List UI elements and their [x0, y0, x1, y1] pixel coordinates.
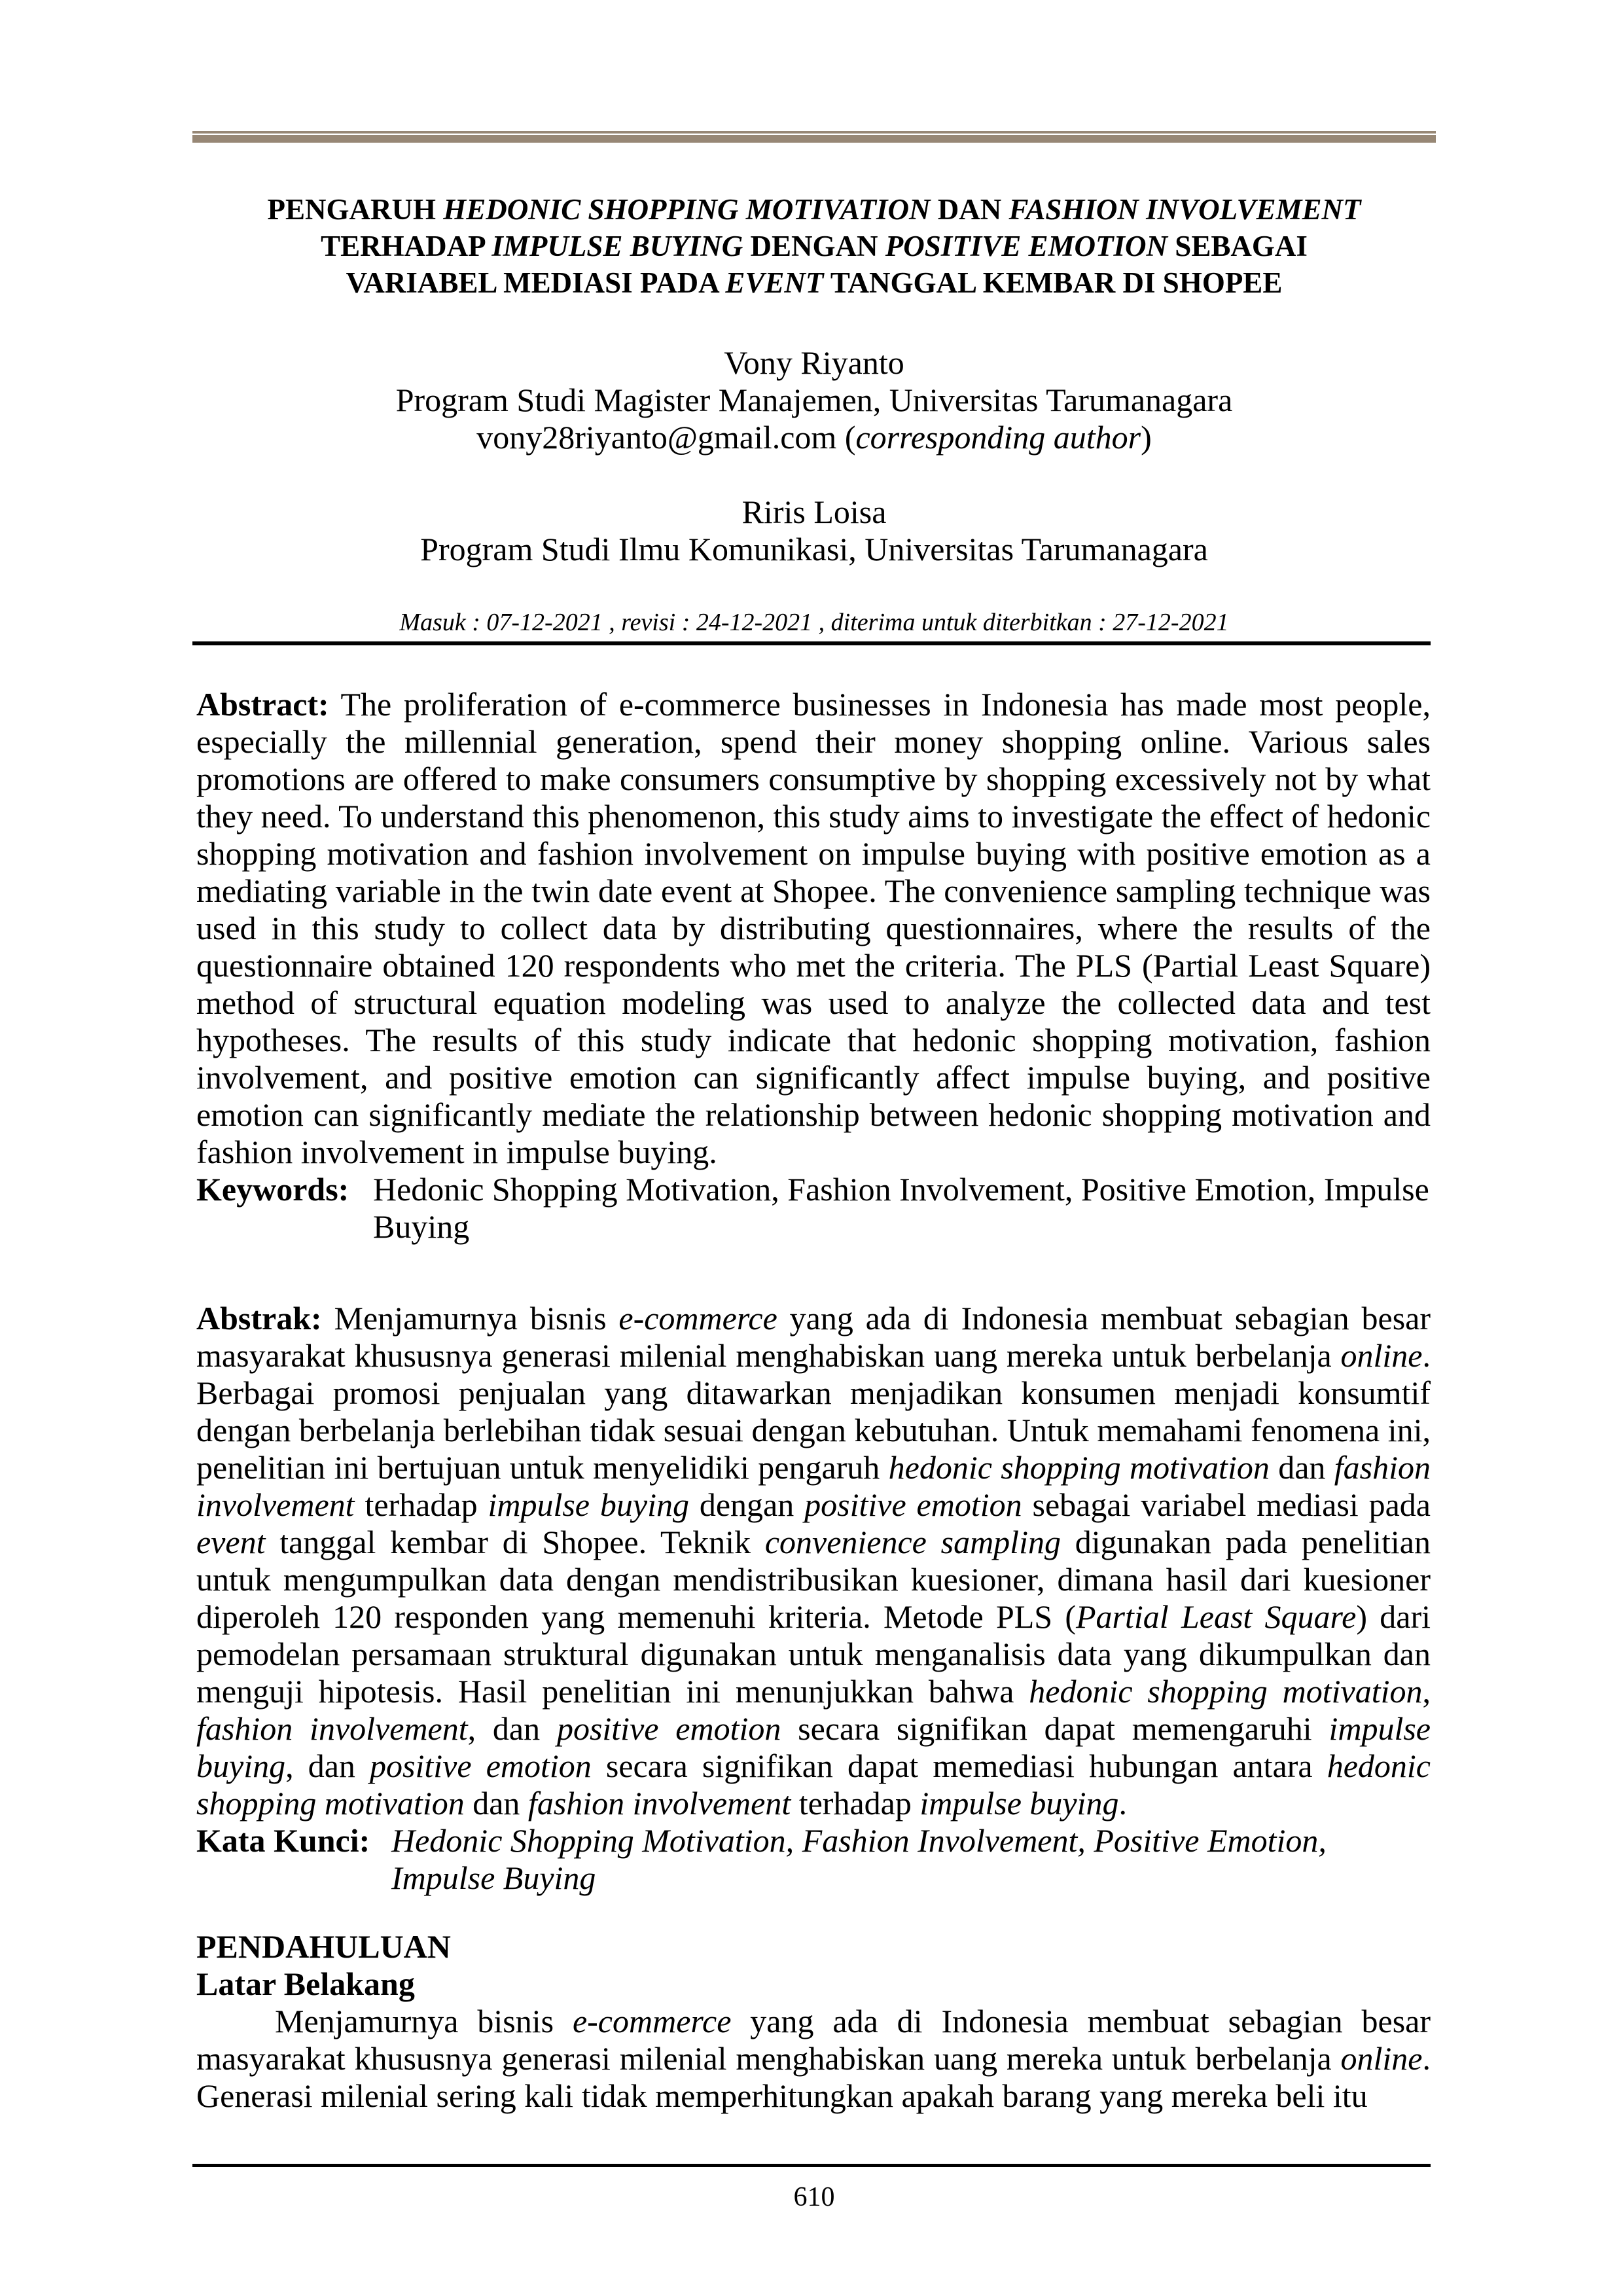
- italic-term: positive emotion: [556, 1710, 781, 1747]
- paper-title: [192, 191, 1436, 301]
- subsection-heading: Latar Belakang: [196, 1965, 415, 2002]
- submission-dates: Masuk : 07-12-2021 , revisi : 24-12-2021 , diterima untuk diterbitkan : 27-12-2021: [399, 609, 1229, 636]
- footer-rule: [192, 2164, 1431, 2167]
- italic-term: online: [1340, 2040, 1423, 2077]
- text-run: secara signifikan dapat memengaruhi: [781, 1710, 1329, 1747]
- text-run: , dan: [467, 1710, 557, 1747]
- text-run: yang ada di Indonesia membuat sebagian besar masyarakat khususnya generasi milenial menghabiskan uang mereka untuk berbelanja: [196, 2003, 1431, 2077]
- section-heading: PENDAHULUAN: [196, 1928, 451, 1965]
- text-run: TERHADAP: [321, 230, 492, 262]
- italic-term: HEDONIC SHOPPING MOTIVATION: [443, 193, 931, 226]
- text-run: terhadap: [354, 1486, 488, 1523]
- keywords: [196, 1171, 1431, 1246]
- text-run: . Generasi milenial sering kali tidak memperhitungkan apakah barang yang mereka beli itu: [196, 2040, 1431, 2114]
- italic-term: e-commerce: [572, 2003, 732, 2039]
- text-run: SEBAGAI: [1168, 230, 1308, 262]
- author-affiliation: Program Studi Ilmu Komunikasi, Universitas Tarumanagara: [420, 531, 1208, 567]
- author-affiliation: Program Studi Magister Manajemen, Universitas Tarumanagara: [395, 382, 1233, 418]
- italic-term: impulse buying: [919, 1785, 1119, 1821]
- italic-term: impulse buying: [488, 1486, 689, 1523]
- italic-term: hedonic shopping motivation: [196, 1748, 1431, 1821]
- italic-term: POSITIVE EMOTION: [885, 230, 1168, 262]
- italic-term: IMPULSE BUYING: [491, 230, 743, 262]
- italic-term: positive emotion: [370, 1748, 592, 1784]
- text-run: ,: [1422, 1673, 1431, 1710]
- section-introduction: [196, 1928, 1431, 2115]
- text-run: dan: [1269, 1449, 1334, 1486]
- kata-kunci-label: Kata Kunci:: [196, 1822, 370, 1859]
- text-run: yang ada di Indonesia membuat sebagian besar masyarakat khususnya generasi milenial menghabiskan uang mereka untuk berbelanja: [196, 1300, 1431, 1374]
- italic-term: Partial Least Square: [1076, 1598, 1357, 1635]
- text-run: tanggal kembar di Shopee. Teknik: [265, 1524, 765, 1560]
- header-rule-thick: [192, 135, 1436, 143]
- italic-term: event: [196, 1524, 266, 1560]
- text-run: dengan: [688, 1486, 805, 1523]
- italic-term: online: [1340, 1337, 1423, 1374]
- text-run: TANGGAL KEMBAR DI SHOPEE: [823, 266, 1283, 299]
- italic-term: impulse buying: [196, 1710, 1431, 1784]
- italic-term: fashion involvement: [196, 1449, 1431, 1523]
- italic-term: convenience sampling: [764, 1524, 1061, 1560]
- text-run: dan: [464, 1785, 528, 1821]
- text-run: PENGARUH: [267, 193, 444, 226]
- italic-term: e-commerce: [618, 1300, 777, 1336]
- text-run: VARIABEL MEDIASI PADA: [346, 266, 726, 299]
- text-run: DENGAN: [743, 230, 885, 262]
- abstract-text: The proliferation of e-commerce businesses in Indonesia has made most people, especially the millennial generation, spend their money shopping online. Various sales promotions are offered to make consumers consumptive by shopping excessively not by what they need. To understand this phenomenon, this study aims to investigate the effect of hedonic shopping motivation and fashion involvement on impulse buying with positive emotion as a mediating variable in the twin date event at Shopee. The convenience sampling technique was used in this study to collect data by distributing questionnaires, where the results of the questionnaire obtained 120 respondents who met the criteria. The PLS (Partial Least Square) method of structural equation modeling was used to analyze the collected data and test hypotheses. The results of this study indicate that hedonic shopping motivation, fashion involvement, and positive emotion can significantly affect impulse buying, and positive emotion can significantly mediate the relationship between hedonic shopping motivation and fashion involvement in impulse buying.: [196, 686, 1431, 1170]
- text-run: DAN: [930, 193, 1009, 226]
- text-run: .: [1118, 1785, 1127, 1821]
- page-number: 610: [793, 2182, 835, 2212]
- corresponding-author-note: corresponding author: [855, 419, 1141, 456]
- abstract-paragraph: [196, 686, 1431, 1171]
- italic-term: fashion involvement: [527, 1785, 791, 1821]
- text-run: Menjamurnya bisnis: [275, 2003, 573, 2039]
- kata-kunci-values: Hedonic Shopping Motivation, Fashion Involvement, Positive Emotion, Impulse Buying: [391, 1822, 1327, 1896]
- italic-term: hedonic shopping motivation: [888, 1449, 1270, 1486]
- kata-kunci: [196, 1822, 1431, 1897]
- text-run: ) dari pemodelan persamaan struktural digunakan untuk menganalisis data yang dikumpulkan dan menguji hipotesis. Hasil penelitian ini menunjukkan bahwa: [196, 1598, 1431, 1710]
- author-name: Riris Loisa: [741, 493, 887, 530]
- title-line: [192, 264, 1436, 301]
- text-run: terhadap: [791, 1785, 920, 1821]
- italic-term: hedonic shopping motivation: [1029, 1673, 1423, 1710]
- author-email[interactable]: vony28riyanto@gmail.com: [476, 419, 837, 456]
- author-contact: vony28riyanto@gmail.com (corresponding author): [476, 419, 1152, 456]
- italic-term: EVENT: [725, 266, 824, 299]
- abstrak-paragraph: [196, 1300, 1431, 1822]
- abstract-english: [196, 686, 1431, 1246]
- italic-term: positive emotion: [804, 1486, 1022, 1523]
- text-run: digunakan pada penelitian untuk mengumpulkan data dengan mendistribusikan kuesioner, dimana hasil dari kuesioner diperoleh 120 responden yang memenuhi kriteria. Metode PLS (: [196, 1524, 1431, 1635]
- title-line: [192, 228, 1436, 264]
- header-rule-thin: [192, 131, 1436, 134]
- italic-term: fashion involvement: [196, 1710, 468, 1747]
- intro-paragraph: [196, 2003, 1431, 2115]
- keywords-values: Hedonic Shopping Motivation, Fashion Involvement, Positive Emotion, Impulse Buying: [373, 1171, 1429, 1245]
- abstract-indonesian: [196, 1300, 1431, 1897]
- text-run: Menjamurnya bisnis: [321, 1300, 619, 1336]
- italic-term: FASHION INVOLVEMENT: [1008, 193, 1361, 226]
- text-run: . Berbagai promosi penjualan yang ditawarkan menjadikan konsumen menjadi konsumtif dengan berbelanja berlebihan tidak sesuai dengan kebutuhan. Untuk memahami fenomena ini, penelitian ini bertujuan untuk menyelidiki pengaruh: [196, 1337, 1431, 1486]
- text-run: , dan: [285, 1748, 370, 1784]
- abstract-label: Abstract:: [196, 686, 329, 723]
- header-divider: [192, 641, 1431, 645]
- abstrak-text: [196, 1300, 1431, 1821]
- title-line: [192, 191, 1436, 228]
- author-name: Vony Riyanto: [724, 344, 904, 381]
- abstrak-label: Abstrak:: [196, 1300, 322, 1336]
- text-run: secara signifikan dapat memediasi hubungan antara: [591, 1748, 1327, 1784]
- keywords-label: Keywords:: [196, 1171, 349, 1208]
- text-run: sebagai variabel mediasi pada: [1022, 1486, 1431, 1523]
- author-block: [192, 344, 1436, 568]
